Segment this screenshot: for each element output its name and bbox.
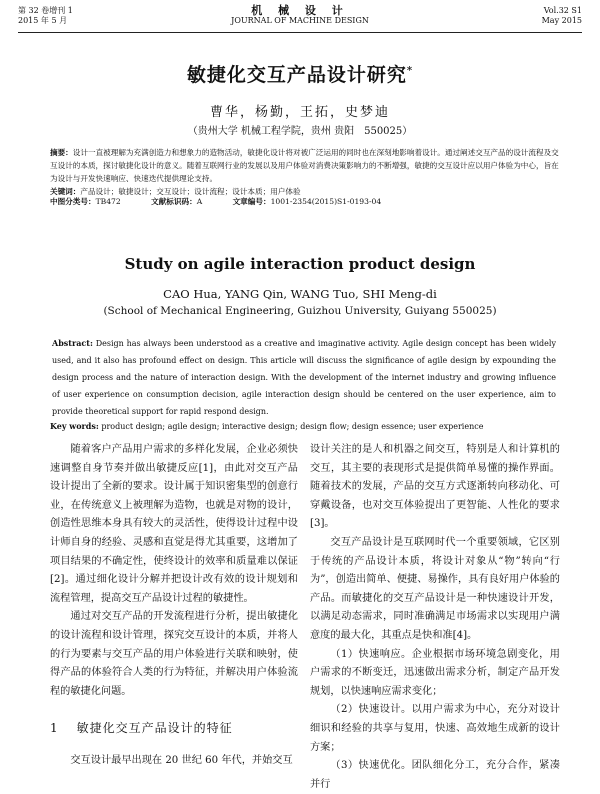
list-item: （1）快速响应。企业根据市场环境急剧变化，用户需求的不断变迁，迅速做出需求分析，制定产品开发规划，以快速响应需求变化； (310, 648, 560, 697)
section-heading (50, 719, 298, 738)
paragraph: 交互设计最早出现在 20 世纪 60 年代，并始交互 (70, 754, 293, 766)
abstract-en-label: Abstract: (52, 338, 93, 348)
keywords-en-text: product design; agile design; interactive design; design flow; design essence; user experience (101, 422, 484, 431)
volume-cn: 第 32 卷增刊 1 (18, 6, 73, 15)
title-en: Study on agile interaction product design (124, 255, 476, 273)
body-column-right (310, 441, 560, 794)
abstract-cn-text: 设计一直被理解为充满创造力和想象力的造物活动，敏捷化设计将对被广泛运用的同时也在深刻地影响着设计。通过阐述交互产品的设计流程及交互设计的本质，探讨敏捷化设计的意义。随着互联网行业的发展以及用户体验对消费决策影响力的不断增强，敏捷的交互设计应以用户体验为中心，旨在为设计与开发快速响应、快速迭代提供理论支持。 (50, 148, 559, 183)
authors-en: CAO Hua, YANG Qin, WANG Tuo, SHI Meng-di (163, 287, 437, 301)
section-title: 敏捷化交互产品设计的特征 (76, 721, 233, 736)
keywords-cn-label: 关键词： (50, 187, 81, 196)
list-item: （2）快速设计。以用户需求为中心，充分对设计细识和经验的共享与复用，快速、高效地生成新的设计方案； (310, 704, 560, 753)
abstract-en (52, 335, 556, 420)
class-number: 中图分类号：TB472 (50, 197, 121, 206)
header-right (542, 6, 582, 26)
abstract-cn (50, 146, 560, 198)
classification-info (50, 196, 560, 207)
header-center (18, 6, 582, 26)
title-footnote-mark: * (406, 65, 414, 77)
keywords-cn-text: 产品设计；敏捷设计；交互设计；设计流程；设计本质；用户体验 (80, 187, 301, 196)
date-en: May 2015 (541, 16, 582, 25)
abstract-cn-label: 摘要： (50, 148, 73, 157)
title-cn-text: 敏捷化交互产品设计研究 (186, 64, 407, 86)
doc-code: 文献标识码：A (151, 197, 203, 206)
authors-cn: 曹华，杨勤，王拓，史梦迪 (209, 105, 390, 120)
journal-name-en: JOURNAL OF MACHINE DESIGN (231, 16, 369, 25)
year-cn: 2015 年 5 月 (18, 16, 68, 25)
article-number: 文章编号：1001-2354(2015)S1-0193-04 (232, 197, 382, 206)
affiliation-en: (School of Mechanical Engineering, Guizhou University, Guiyang 550025) (103, 305, 497, 317)
paragraph: 设计关注的是人和机器之间交互，特别是人和计算机的交互，其主要的表现形式是提供简单易懂的操作界面。随着技术的发展，产品的交互方式逐渐转向移动化、可穿戴设备，也对交互体验提出了更智能、人性化的要求[3]。 (310, 444, 560, 530)
paragraph: 交互产品设计是互联网时代一个重要领域，它区别于传统的产品设计本质，将设计对象从“物”转向“行为”，创造出简单、便捷、易操作，具有良好用户体验的产品。而敏捷化的交互产品设计是一种快速设计开发，以满足动态需求，同时准确满足市场需求以实现用户满意度的最大化，其重点是快和准[4]。 (310, 536, 560, 641)
keywords-en-label: Key words: (50, 421, 99, 431)
journal-name-cn: 机 械 设 计 (251, 4, 349, 17)
paragraph: 通过对交互产品的开发流程进行分析，提出敏捷化的设计流程和设计管理，探究交互设计的本质，并将人的行为要素与交互产品的用户体验进行关联和映射，使得产品的体验符合人类的行为特征，并解决用户体验流程的敏捷化问题。 (50, 611, 298, 697)
paragraph: 随着客户产品用户需求的多样化发展，企业必须快速调整自身节奏并做出敏捷反应[1]，由此对交互产品设计提出了全新的要求。设计属于知识密集型的创意行业，在传统意义上被理解为造物，也就是对物的设计，创造性思维本身具有较大的灵活性，使得设计过程中设计师自身的经验、灵感和直觉是得尤其重要，这增加了项目结果的不确定性，使终设计的效率和质量难以保证[2]。通过细化设计分解并把设计改有效的设计规划和流程管理，提高交互产品设计过程的敏捷性。 (50, 444, 298, 604)
list-item: （3）快速优化。团队细化分工，充分合作，紧凑并行 (310, 760, 560, 790)
section-number: 1 (50, 721, 59, 736)
affiliation-cn: （贵州大学 机械工程学院，贵州 贵阳 550025） (187, 126, 413, 137)
title-cn (0, 60, 600, 87)
body-column-left (50, 441, 298, 771)
keywords-en (50, 421, 560, 431)
volume-en: Vol.32 S1 (543, 6, 582, 15)
abstract-en-text: Design has always been understood as a creative and imaginative activity. Agile design concept has been widely used, and it also has profound effect on design. This article will discuss the significance of agile design by expounding the design process and the nature of interaction design. With the development of the internet industry and growing influence of user experience on consumption decision, agile interaction design should be centered on the user experience, aim to provide theoretical support for rapid respond design. (52, 339, 556, 416)
running-header (18, 6, 582, 33)
